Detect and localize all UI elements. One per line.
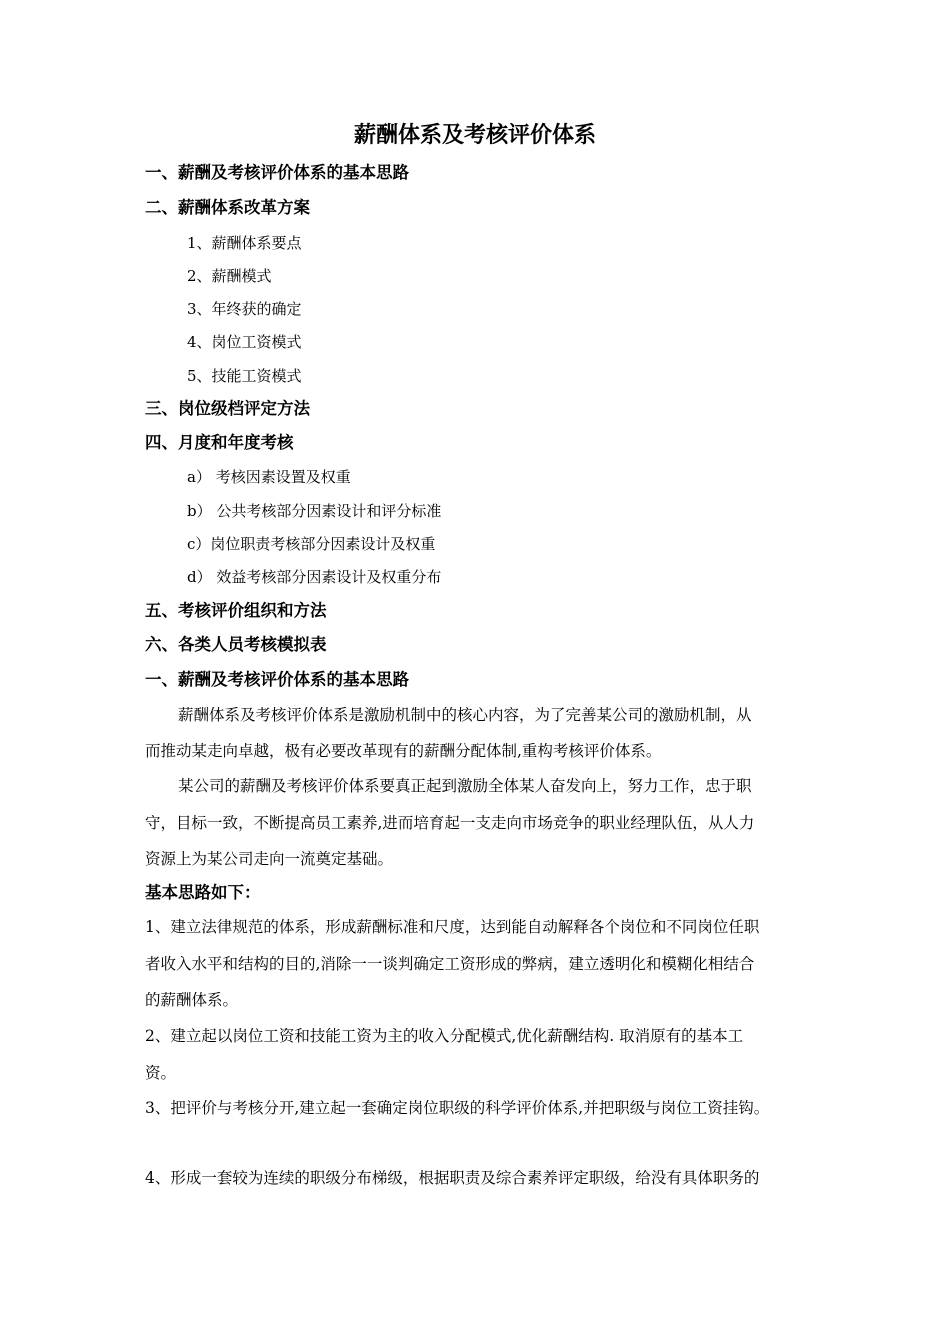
list-item-line: 1、建立法律规范的体系，形成薪酬标准和尺度，达到能自动解释各个岗位和不同岗位任职: [145, 918, 760, 936]
toc-section-2: 二、薪酬体系改革方案: [145, 198, 310, 217]
paragraph-line: 资源上为某公司走向一流奠定基础。: [145, 850, 394, 868]
list-item-line: 的薪酬体系。: [145, 991, 239, 1009]
paragraph-line: 某公司的薪酬及考核评价体系要真正起到激励全体某人奋发向上，努力工作，忠于职: [178, 777, 752, 795]
list-item-line: 3、把评价与考核分开,建立起一套确定岗位职级的科学评价体系,并把职级与岗位工资挂钩。: [145, 1099, 770, 1117]
toc-subitem: 2、薪酬模式: [187, 267, 272, 285]
toc-section-5: 五、考核评价组织和方法: [145, 601, 327, 620]
toc-section-6: 六、各类人员考核模拟表: [145, 635, 327, 654]
subheading: 基本思路如下：: [145, 883, 261, 902]
list-item-line: 2、建立起以岗位工资和技能工资为主的收入分配模式,优化薪酬结构. 取消原有的基本工: [145, 1027, 744, 1045]
toc-subitem: b） 公共考核部分因素设计和评分标准: [187, 502, 442, 520]
list-item-line: 4、形成一套较为连续的职级分布梯级，根据职责及综合素养评定职级，给没有具体职务的: [145, 1169, 760, 1187]
list-item-line: 者收入水平和结构的目的,消除一一谈判确定工资形成的弊病，建立透明化和模糊化相结合: [145, 955, 755, 973]
toc-subitem: 4、岗位工资模式: [187, 333, 302, 351]
paragraph-line: 薪酬体系及考核评价体系是激励机制中的核心内容，为了完善某公司的激励机制，从: [178, 706, 752, 724]
toc-section-4: 四、月度和年度考核: [145, 433, 294, 452]
paragraph-line: 而推动某走向卓越，极有必要改革现有的薪酬分配体制,重构考核评价体系。: [145, 742, 662, 760]
paragraph-line: 守，目标一致，不断提高员工素养,进而培育起一支走向市场竞争的职业经理队伍，从人力: [145, 814, 755, 832]
toc-subitem: 3、年终获的确定: [187, 300, 302, 318]
toc-subitem: 1、薪酬体系要点: [187, 234, 302, 252]
toc-subitem: d） 效益考核部分因素设计及权重分布: [187, 568, 442, 586]
toc-section-1: 一、薪酬及考核评价体系的基本思路: [145, 163, 409, 182]
toc-subitem: 5、技能工资模式: [187, 367, 302, 385]
toc-subitem: c）岗位职责考核部分因素设计及权重: [187, 535, 436, 553]
toc-subitem: a） 考核因素设置及权重: [187, 468, 351, 486]
body-heading: 一、薪酬及考核评价体系的基本思路: [145, 670, 409, 689]
toc-section-3: 三、岗位级档评定方法: [145, 399, 310, 418]
document-title: 薪酬体系及考核评价体系: [353, 123, 596, 148]
list-item-line: 资。: [145, 1064, 177, 1082]
